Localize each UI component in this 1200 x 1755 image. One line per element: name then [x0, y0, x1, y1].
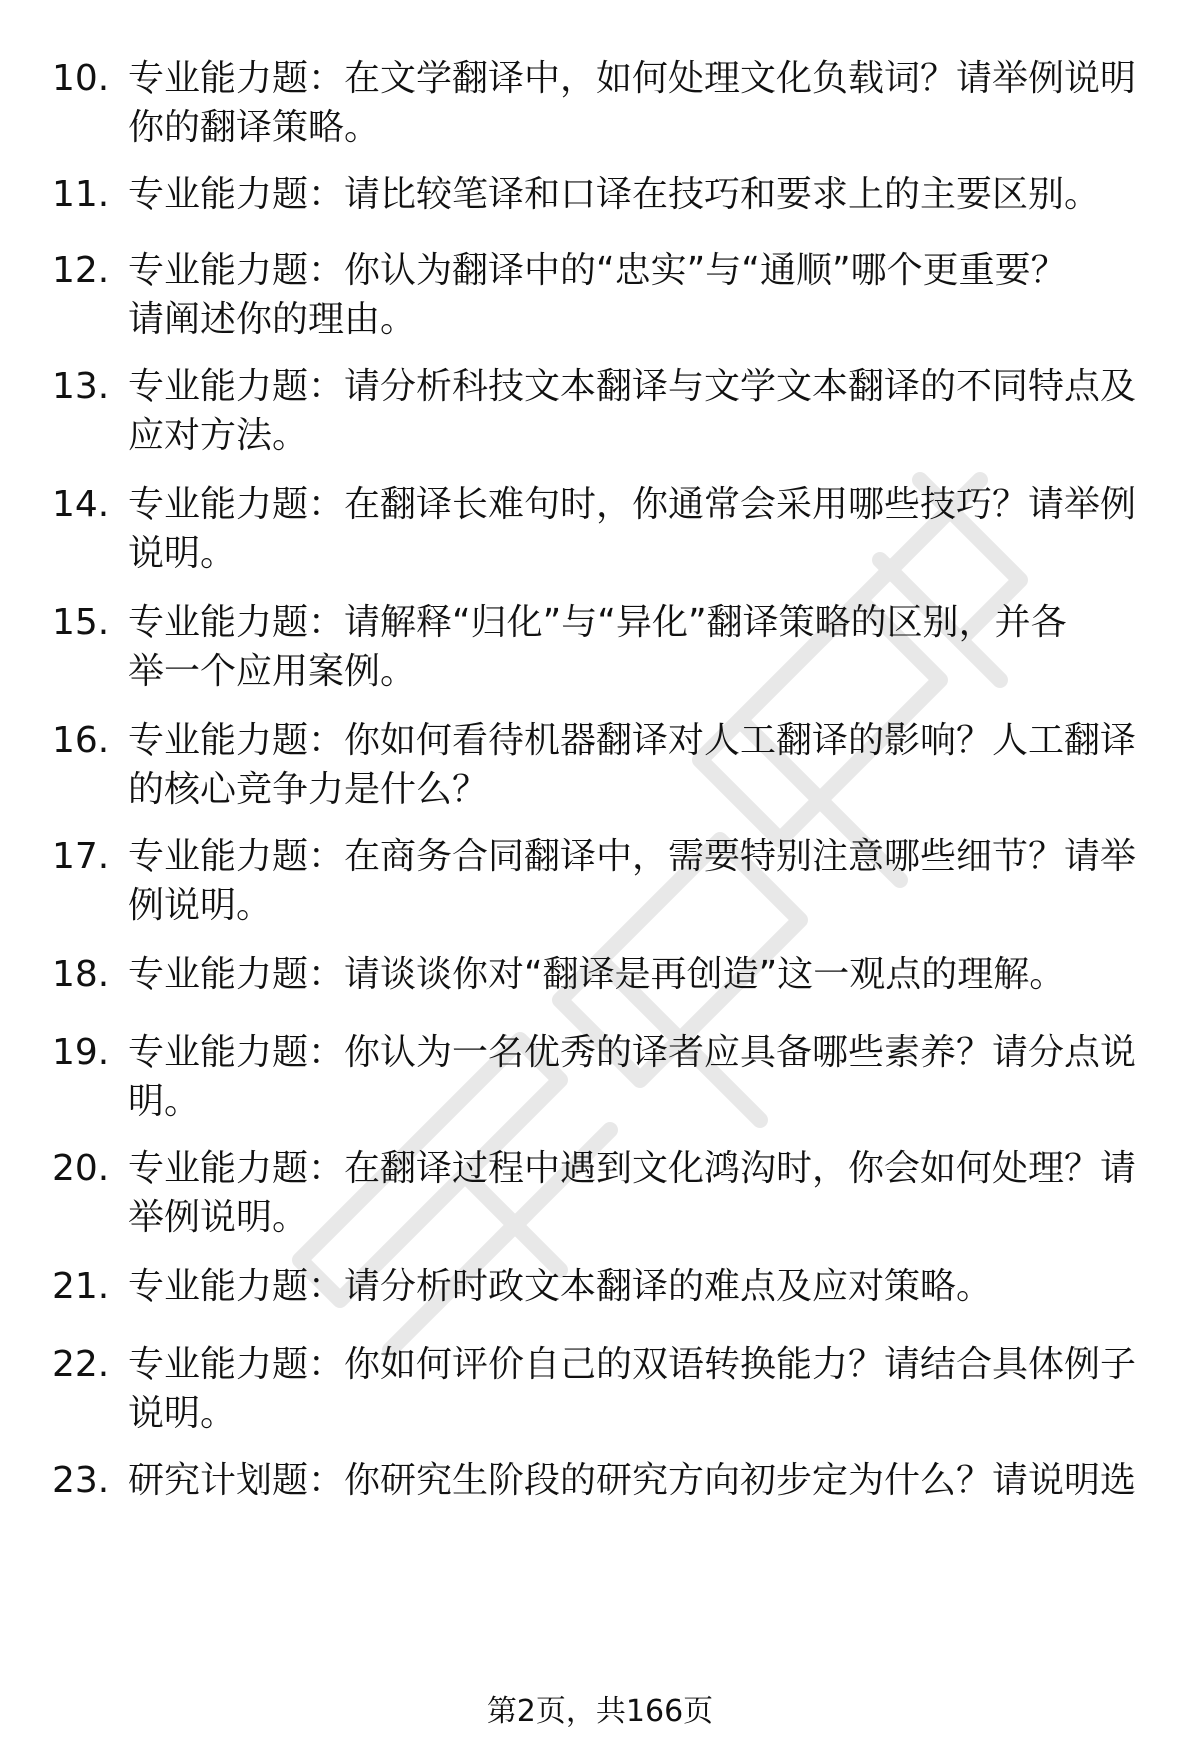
question-number: 16.	[52, 720, 110, 761]
question-11	[52, 170, 1142, 219]
question-12	[52, 246, 1142, 344]
question-text-continued: 举一个应用案例。	[128, 651, 417, 692]
question-text-continued: 明。	[128, 1081, 201, 1122]
question-text-continued: 你的翻译策略。	[128, 107, 381, 148]
question-text: 专业能力题：在翻译过程中遇到文化鸿沟时，你会如何处理？请	[128, 1148, 1137, 1189]
question-number: 20.	[52, 1148, 110, 1189]
question-number: 23.	[52, 1460, 110, 1501]
question-text-continued: 应对方法。	[128, 415, 309, 456]
question-text-continued: 的核心竞争力是什么？	[128, 769, 489, 810]
question-text: 专业能力题：在翻译长难句时，你通常会采用哪些技巧？请举例	[128, 484, 1137, 525]
question-text: 专业能力题：请分析时政文本翻译的难点及应对策略。	[128, 1266, 993, 1307]
question-text: 专业能力题：你认为翻译中的“忠实”与“通顺”哪个更重要？	[128, 250, 1067, 291]
question-number: 13.	[52, 366, 110, 407]
question-21	[52, 1262, 1142, 1311]
question-13	[52, 362, 1142, 460]
question-10	[52, 54, 1142, 152]
question-17	[52, 832, 1142, 930]
question-18	[52, 950, 1142, 999]
question-14	[52, 480, 1142, 578]
question-16	[52, 716, 1142, 814]
question-number: 17.	[52, 836, 110, 877]
question-text: 专业能力题：你如何评价自己的双语转换能力？请结合具体例子	[128, 1344, 1137, 1385]
question-number: 11.	[52, 174, 110, 215]
question-15	[52, 598, 1142, 696]
question-number: 19.	[52, 1032, 110, 1073]
question-19	[52, 1028, 1142, 1126]
question-text: 专业能力题：你认为一名优秀的译者应具备哪些素养？请分点说	[128, 1032, 1137, 1073]
question-text-continued: 请阐述你的理由。	[128, 299, 417, 340]
question-text: 专业能力题：请分析科技文本翻译与文学文本翻译的不同特点及	[128, 366, 1137, 407]
question-number: 21.	[52, 1266, 110, 1307]
question-text: 专业能力题：请比较笔译和口译在技巧和要求上的主要区别。	[128, 174, 1101, 215]
page-number-footer: 第2页，共166页	[486, 1694, 714, 1729]
question-text: 专业能力题：请解释“归化”与“异化”翻译策略的区别，并各	[128, 602, 1067, 643]
question-23	[52, 1456, 1142, 1505]
question-text-continued: 举例说明。	[128, 1197, 309, 1238]
question-22	[52, 1340, 1142, 1438]
question-text-continued: 说明。	[128, 533, 237, 574]
question-number: 18.	[52, 954, 110, 995]
question-text: 专业能力题：在文学翻译中，如何处理文化负载词？请举例说明	[128, 58, 1137, 99]
question-text-continued: 说明。	[128, 1393, 237, 1434]
question-text: 专业能力题：你如何看待机器翻译对人工翻译的影响？人工翻译	[128, 720, 1137, 761]
question-text: 专业能力题：在商务合同翻译中，需要特别注意哪些细节？请举	[128, 836, 1137, 877]
question-text: 研究计划题：你研究生阶段的研究方向初步定为什么？请说明选	[128, 1460, 1137, 1501]
question-number: 15.	[52, 602, 110, 643]
question-number: 14.	[52, 484, 110, 525]
question-text: 专业能力题：请谈谈你对“翻译是再创造”这一观点的理解。	[128, 954, 1066, 995]
question-number: 10.	[52, 58, 110, 99]
question-number: 22.	[52, 1344, 110, 1385]
question-20	[52, 1144, 1142, 1242]
question-text-continued: 例说明。	[128, 885, 273, 926]
question-number: 12.	[52, 250, 110, 291]
